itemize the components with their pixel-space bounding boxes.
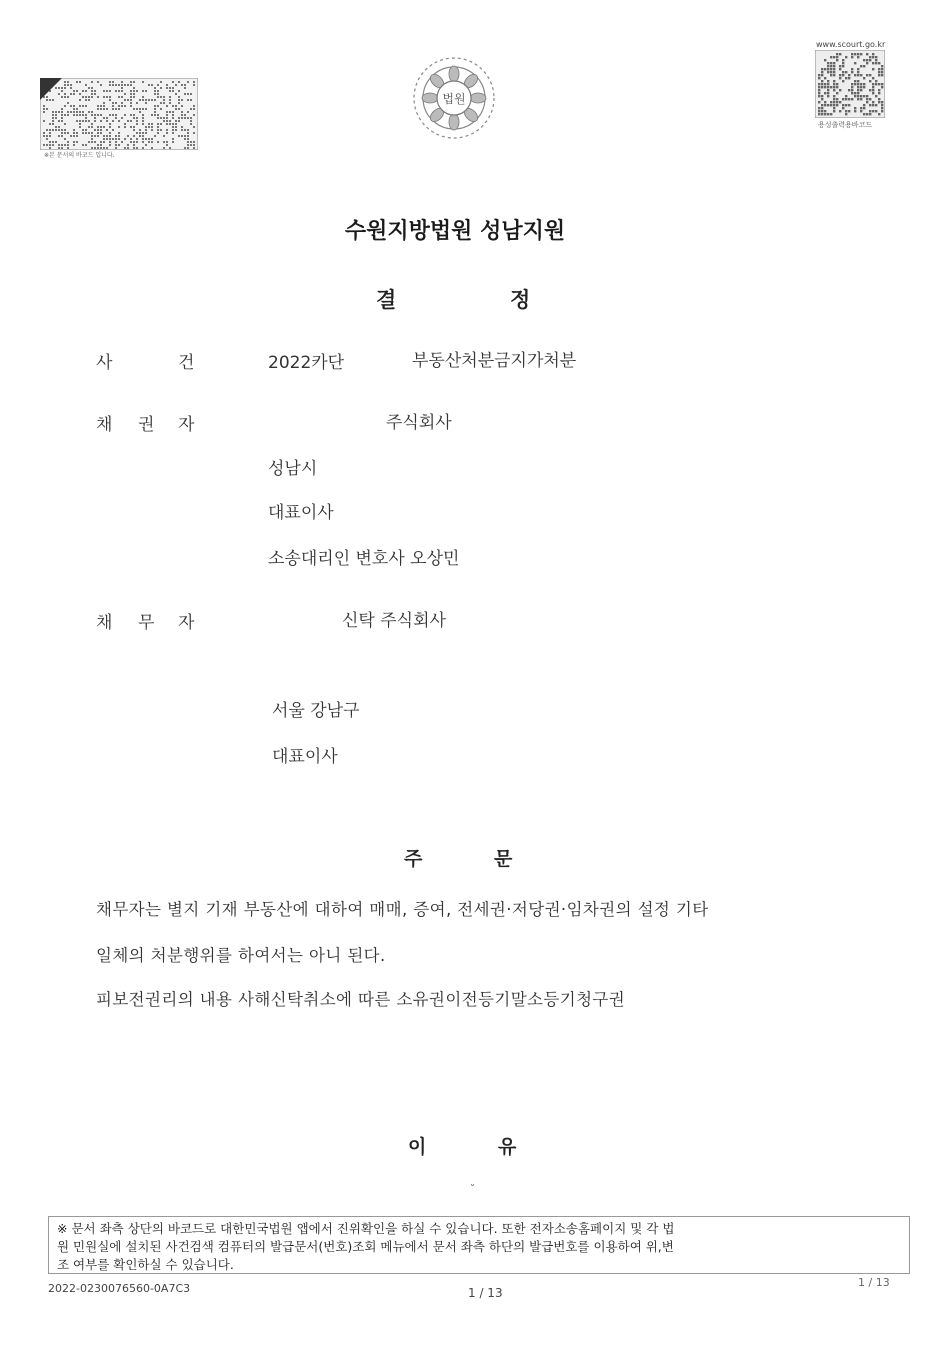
order-line-3: 피보전권리의 내용 사해신탁취소에 따른 소유권이전등기말소등기청구권 [96,990,626,1009]
court-name: 수원지방법원 성남지원 [344,219,566,244]
notice-line-3: 조 여부를 확인하실 수 있습니다. [57,1257,234,1272]
debtor-address: 서울 강남구 [272,701,360,721]
debtor-label-char-2: 무 [138,613,155,633]
order-heading-char-1: 주 [404,848,423,870]
debtor-company: 신탁 주식회사 [342,611,446,631]
court-seal-icon [408,50,500,142]
authenticity-notice [48,1216,910,1274]
reason-heading-char-1: 이 [408,1136,427,1158]
document-barcode [40,78,198,150]
creditor-label-char-3: 자 [178,415,195,435]
creditor-label-char-2: 권 [138,415,155,435]
document-title-char-2: 정 [510,288,531,312]
case-label-char-1: 사 [96,353,113,373]
page-number-right: 1 / 13 [858,1276,890,1289]
debtor-label-char-3: 자 [178,613,195,633]
verification-qr-code [815,50,885,118]
order-heading-char-2: 문 [494,848,513,870]
case-number: 2022카단 [268,353,345,373]
reason-heading-char-2: 유 [498,1136,517,1158]
seal-text: 법원 [442,92,466,106]
debtor-representative: 대표이사 [272,747,338,767]
creditor-representative: 대표이사 [268,503,334,523]
qr-url: www.scourt.go.kr [816,40,886,49]
page-number: 1 / 13 [468,1286,503,1300]
creditor-attorney: 소송대리인 변호사 오상민 [268,549,460,569]
barcode-caption: ※본 문서의 바코드 입니다. [44,152,115,159]
document-title-char-1: 결 [376,288,397,312]
creditor-company: 주식회사 [386,413,452,433]
qr-caption: 용성출력용바코드 [818,121,873,129]
scan-mark: ˘ [470,1184,475,1195]
case-label-char-2: 건 [178,353,195,373]
order-line-2: 일체의 처분행위를 하여서는 아니 된다. [96,946,386,965]
issue-number: 2022-0230076560-0A7C3 [48,1282,191,1295]
creditor-address: 성남시 [268,459,318,479]
order-line-1: 채무자는 별지 기재 부동산에 대하여 매매, 증여, 전세권·저당권·임차권의 설정 기타 [96,900,709,919]
notice-line-2: 원 민원실에 설치된 사건검색 컴퓨터의 발급문서(번호)조회 메뉴에서 문서 좌측 하단의 발급번호를 이용하여 위,변 [57,1239,674,1254]
case-name: 부동산처분금지가처분 [412,351,577,371]
debtor-label-char-1: 채 [96,613,113,633]
creditor-label-char-1: 채 [96,415,113,435]
notice-line-1: ※ 문서 좌측 상단의 바코드로 대한민국법원 앱에서 진위확인을 하실 수 있습니다. 또한 전자소송홈페이지 및 각 법 [57,1221,675,1236]
